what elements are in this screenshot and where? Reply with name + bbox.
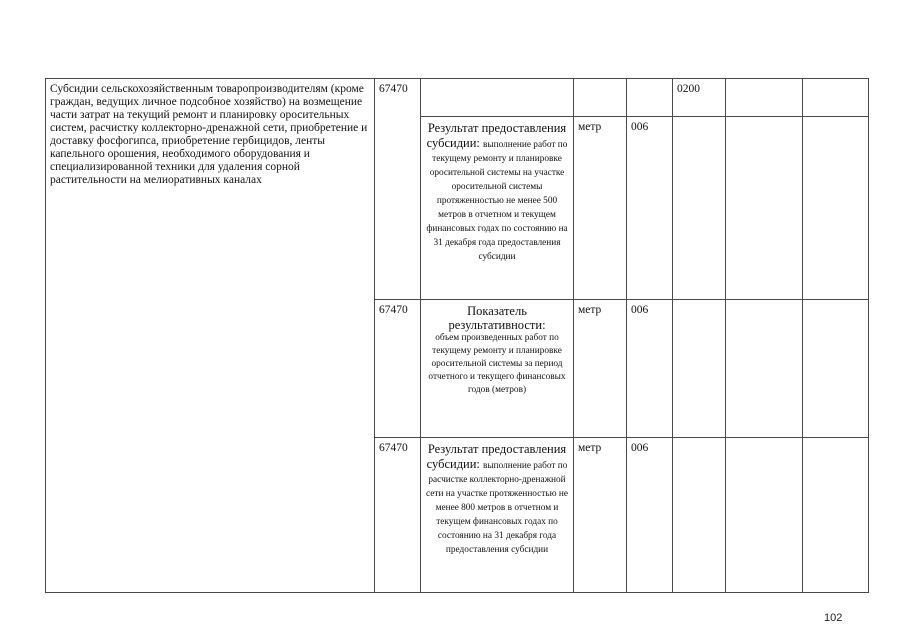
okei-cell: [627, 300, 673, 438]
empty-cell: [803, 79, 869, 117]
okei-text: 006: [631, 442, 649, 454]
okei-cell: [627, 117, 673, 300]
okei-cell: [627, 438, 673, 593]
value-cell: [673, 79, 726, 117]
okei-text: 006: [631, 121, 649, 133]
indicator-description-cell: [421, 300, 574, 438]
unit-text: метр: [578, 121, 602, 133]
empty-cell: [726, 79, 803, 117]
empty-cell: [421, 79, 574, 117]
table-row: [46, 79, 869, 117]
code-cell: [375, 300, 421, 438]
unit-text: метр: [578, 442, 602, 454]
indicator-description-cell: [421, 117, 574, 300]
empty-cell: [627, 79, 673, 117]
indicator-lead: Результат предоставления субсидии:: [426, 442, 567, 471]
subsidy-table: [45, 78, 869, 593]
indicator-description-cell: [421, 438, 574, 593]
empty-cell: [803, 438, 869, 593]
code-text: 67470: [379, 83, 408, 95]
unit-cell: [574, 438, 627, 593]
code-text: 67470: [379, 304, 408, 316]
page-number: 102: [824, 612, 843, 624]
indicator-body: выполнение работ по текущему ремонту и планировке оросительной системы на участке оросительной системы протяженностью не менее 500 метров в отчетном и текущем финансовых годах по состоянию на 31 декабря года предоставления субсидии: [426, 140, 568, 262]
indicator-body: объем произведенных работ по текущему ремонту и планировке оросительной системы за период отчетного и текущего финансовых годов (метров): [428, 333, 566, 395]
indicator-lead: Показатель результативности:: [448, 304, 546, 332]
code-cell: [375, 79, 421, 300]
empty-cell: [673, 438, 726, 593]
unit-text: метр: [578, 304, 602, 316]
empty-cell: [726, 438, 803, 593]
unit-cell: [574, 300, 627, 438]
empty-cell: [803, 300, 869, 438]
empty-cell: [726, 117, 803, 300]
code-text: 67470: [379, 442, 408, 454]
value-text: 0200: [677, 83, 700, 95]
empty-cell: [726, 300, 803, 438]
empty-cell: [574, 79, 627, 117]
empty-cell: [673, 117, 726, 300]
code-cell: [375, 438, 421, 593]
unit-cell: [574, 117, 627, 300]
okei-text: 006: [631, 304, 649, 316]
empty-cell: [673, 300, 726, 438]
empty-cell: [803, 117, 869, 300]
indicator-body: выполнение работ по расчистке коллекторно-дренажной сети на участке протяженностью не менее 800 метров в отчетном и текущем финансовых годах по состоянию на 31 декабря года предоставления субсидии: [426, 461, 568, 555]
indicator-lead: Результат предоставления субсидии:: [426, 121, 567, 150]
subsidy-name-text: Субсидии сельскохозяйственным товаропроизводителям (кроме граждан, ведущих личное подсобное хозяйство) на возмещение части затрат на текущий ремонт и планировку оросительных систем, расчистку коллекторно-дренажной сети, приобретение и доставку фосфогипса, приобретение гербицидов, ленты капельного орошения, необходимого оборудования и специализированной техники для удаления сорной растительности на мелиоративных каналах: [50, 83, 368, 186]
subsidy-name-cell: [46, 79, 375, 593]
